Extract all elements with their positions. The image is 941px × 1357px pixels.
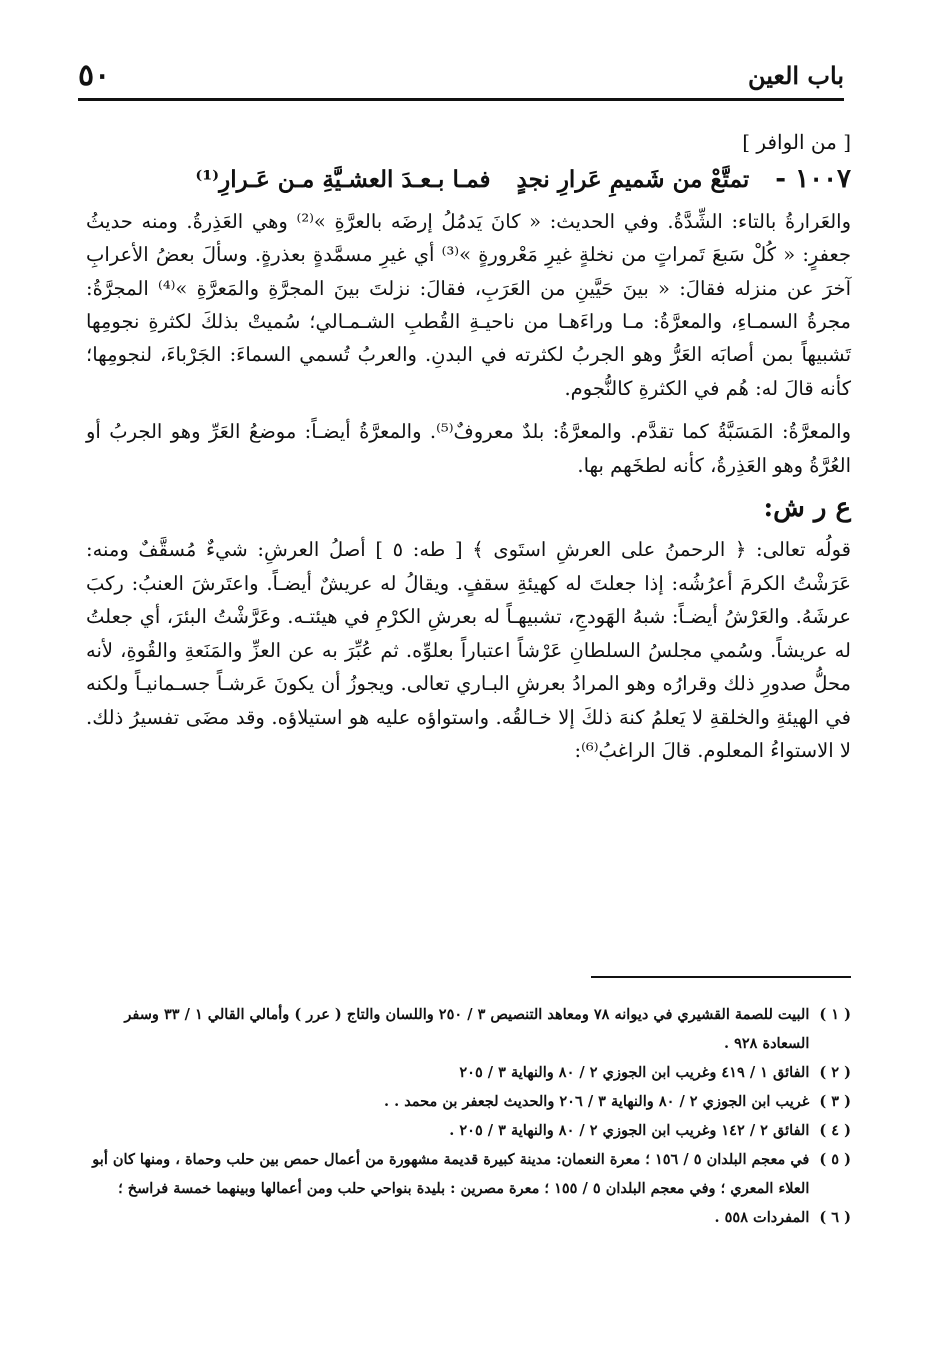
footnote-text: المفردات ٥٥٨ .	[714, 1209, 810, 1226]
verse-meter: [ من الوافر ]	[742, 130, 851, 154]
paragraph-2: والمعرَّةُ: المَسَبَّةُ كما تقدَّم. والمعرَّةُ: بلدٌ معروفٌ⁽⁵⁾. والمعرَّةُ أيضـاً: موضعُ العَرِّ وهو الجربُ أو العُرَّةُ وهو العَذِرةُ، كأنه لطخَهم بها.	[86, 420, 851, 477]
footnote-text: في معجم البلدان ٥ / ١٥٦ ؛ معرة النعمان: مدينة كبيرة قديمة مشهورة من أعمال حمص بين حلب وحماة ، ومنها كان أبو العلاء المعري ؛ وفي معجم البلدان ٥ / ١٥٥ ؛ معرة مصرين : بليدة بنواحي حلب ومن أعمالها وبينهما خمسة فراسخ ؛	[92, 1151, 810, 1197]
verse-second-hemistich: فمـا بـعـدَ العشـيَّةِ مـن عَـرارِ⁽¹⁾	[195, 166, 491, 194]
page-number: ٥٠	[78, 57, 111, 93]
footnote	[86, 1058, 851, 1087]
verse-first-hemistich: تمتَّعْ من شَميمِ عَرارِ نجدٍ	[516, 166, 750, 194]
footnotes	[86, 1000, 851, 1232]
footnote-number: ( ٦ )	[819, 1209, 851, 1226]
main-text	[86, 126, 851, 777]
verse-line	[86, 163, 851, 196]
page-header	[78, 52, 844, 101]
footnote-text: البيت للصمة القشيري في ديوانه ٧٨ ومعاهد التنصيص ٣ / ٢٥٠ واللسان والتاج ( عرر ) وأمالي القالي ١ / ٣٣ وسفر السعادة ٩٢٨ .	[124, 1006, 810, 1052]
footnote-number: ( ٣ )	[819, 1093, 851, 1110]
section-heading: ع ر ش:	[763, 493, 851, 524]
verse-number: ١٠٠٧ -	[775, 164, 851, 195]
footnote-number: ( ٤ )	[819, 1122, 851, 1139]
footnote	[86, 1000, 851, 1058]
paragraph-1: والعَرارةُ بالتاء: الشِّدَّةُ. وفي الحديث: « كانَ يَدمُلُ إرضَه بالعرَّةِ »⁽²⁾ وهي العَذِرةُ. ومنه حديثُ جعفرٍ: « كُلْ سَبعَ تَمراتٍ من نخلةٍ غيرِ مَعْرورةٍ »⁽³⁾ أي غيرِ مسمَّدةٍ بعذرةٍ. وسألَ بعضُ الأعرابِ آخرَ عن منزله فقالَ: « بينَ حَيَّينِ من العَرَبِ، فقالَ: نزلتَ بينَ المجرَّةِ والمَعرَّةِ »⁽⁴⁾ المجرَّةُ: مجرةُ السمـاءِ، والمعرَّةُ: مـا وراءَهـا من ناحيـةِ القُطبِ الشـمـالي؛ سُميتْ بذلكَ لكثرةِ نجومِها تَشبيهاً بمن أصابَه العَرُّ وهو الجربُ لكثرته في البدنِ. والعربُ تُسمي السماءَ: الجَرْباءَ، لنجومِها؛ كأنه قالَ له: هُم في الكثرةِ كالنُّجوم.	[86, 209, 851, 400]
footnote-number: ( ١ )	[819, 1006, 851, 1023]
footnote	[86, 1087, 851, 1116]
footnote-number: ( ٥ )	[819, 1151, 851, 1168]
footnote-text: غريب ابن الجوزي ٢ / ٨٠ والنهاية ٣ / ٢٠٦ والحديث لجعفر بن محمد . .	[384, 1093, 810, 1110]
footnote	[86, 1203, 851, 1232]
footnote	[86, 1116, 851, 1145]
footnote	[86, 1145, 851, 1203]
footnote-text: الفائق ٢ / ١٤٢ وغريب ابن الجوزي ٢ / ٨٠ والنهاية ٣ / ٢٠٥ .	[449, 1122, 810, 1139]
footnote-number: ( ٢ )	[819, 1064, 851, 1081]
paragraph-3: قولُه تعالى: ﴿ الرحمنُ على العرشِ استَوى ﴾ [ طه: ٥ ] أصلُ العرشِ: شيءٌ مُسقَّفٌ ومنه: عَرَشْتُ الكرمَ أعرُشُه: إذا جعلتَ له كهيئةِ سقفٍ. ويقالُ له عريشٌ أيضـاً. واعتَرشَ العنبُ: ركبَ عرشَهُ. والعَرْشُ أيضـاً: شبهُ الهَودجِ، تشبيهـاً له بعرشِ الكرْمِ في هيئتـه. وعَرَّشْتُ البئرَ، أي جعلتُ له عريشاً. وسُمي مجلسُ السلطانِ عَرْشاً اعتباراً بعلوِّه. ثم عُبِّرَ به عن العزِّ والمَنَعةِ والقُوةِ، لأنه محلُّ صدورِ ذلك وقرارُه وهو المرادُ بعرشِ البـاري تعالى. ويجوزُ أن يكونَ عَرشـاً جسـمانيـاً ولكنه في الهيئةِ والخلقةِ لا يَعلمُ كنهَ ذلكَ إلا خـالقُه. واستواؤه عليه هو استيلاؤه. وقد مضَى تفسيرُ ذلك. لا الاستواءُ المعلوم. قالَ الراغبُ⁽⁶⁾:	[86, 538, 851, 762]
footnote-separator	[591, 976, 851, 978]
running-title: باب العين	[747, 60, 844, 90]
footnote-text: الفائق ١ / ٤١٩ وغريب ابن الجوزي ٢ / ٨٠ والنهاية ٣ / ٢٠٥	[459, 1064, 810, 1081]
